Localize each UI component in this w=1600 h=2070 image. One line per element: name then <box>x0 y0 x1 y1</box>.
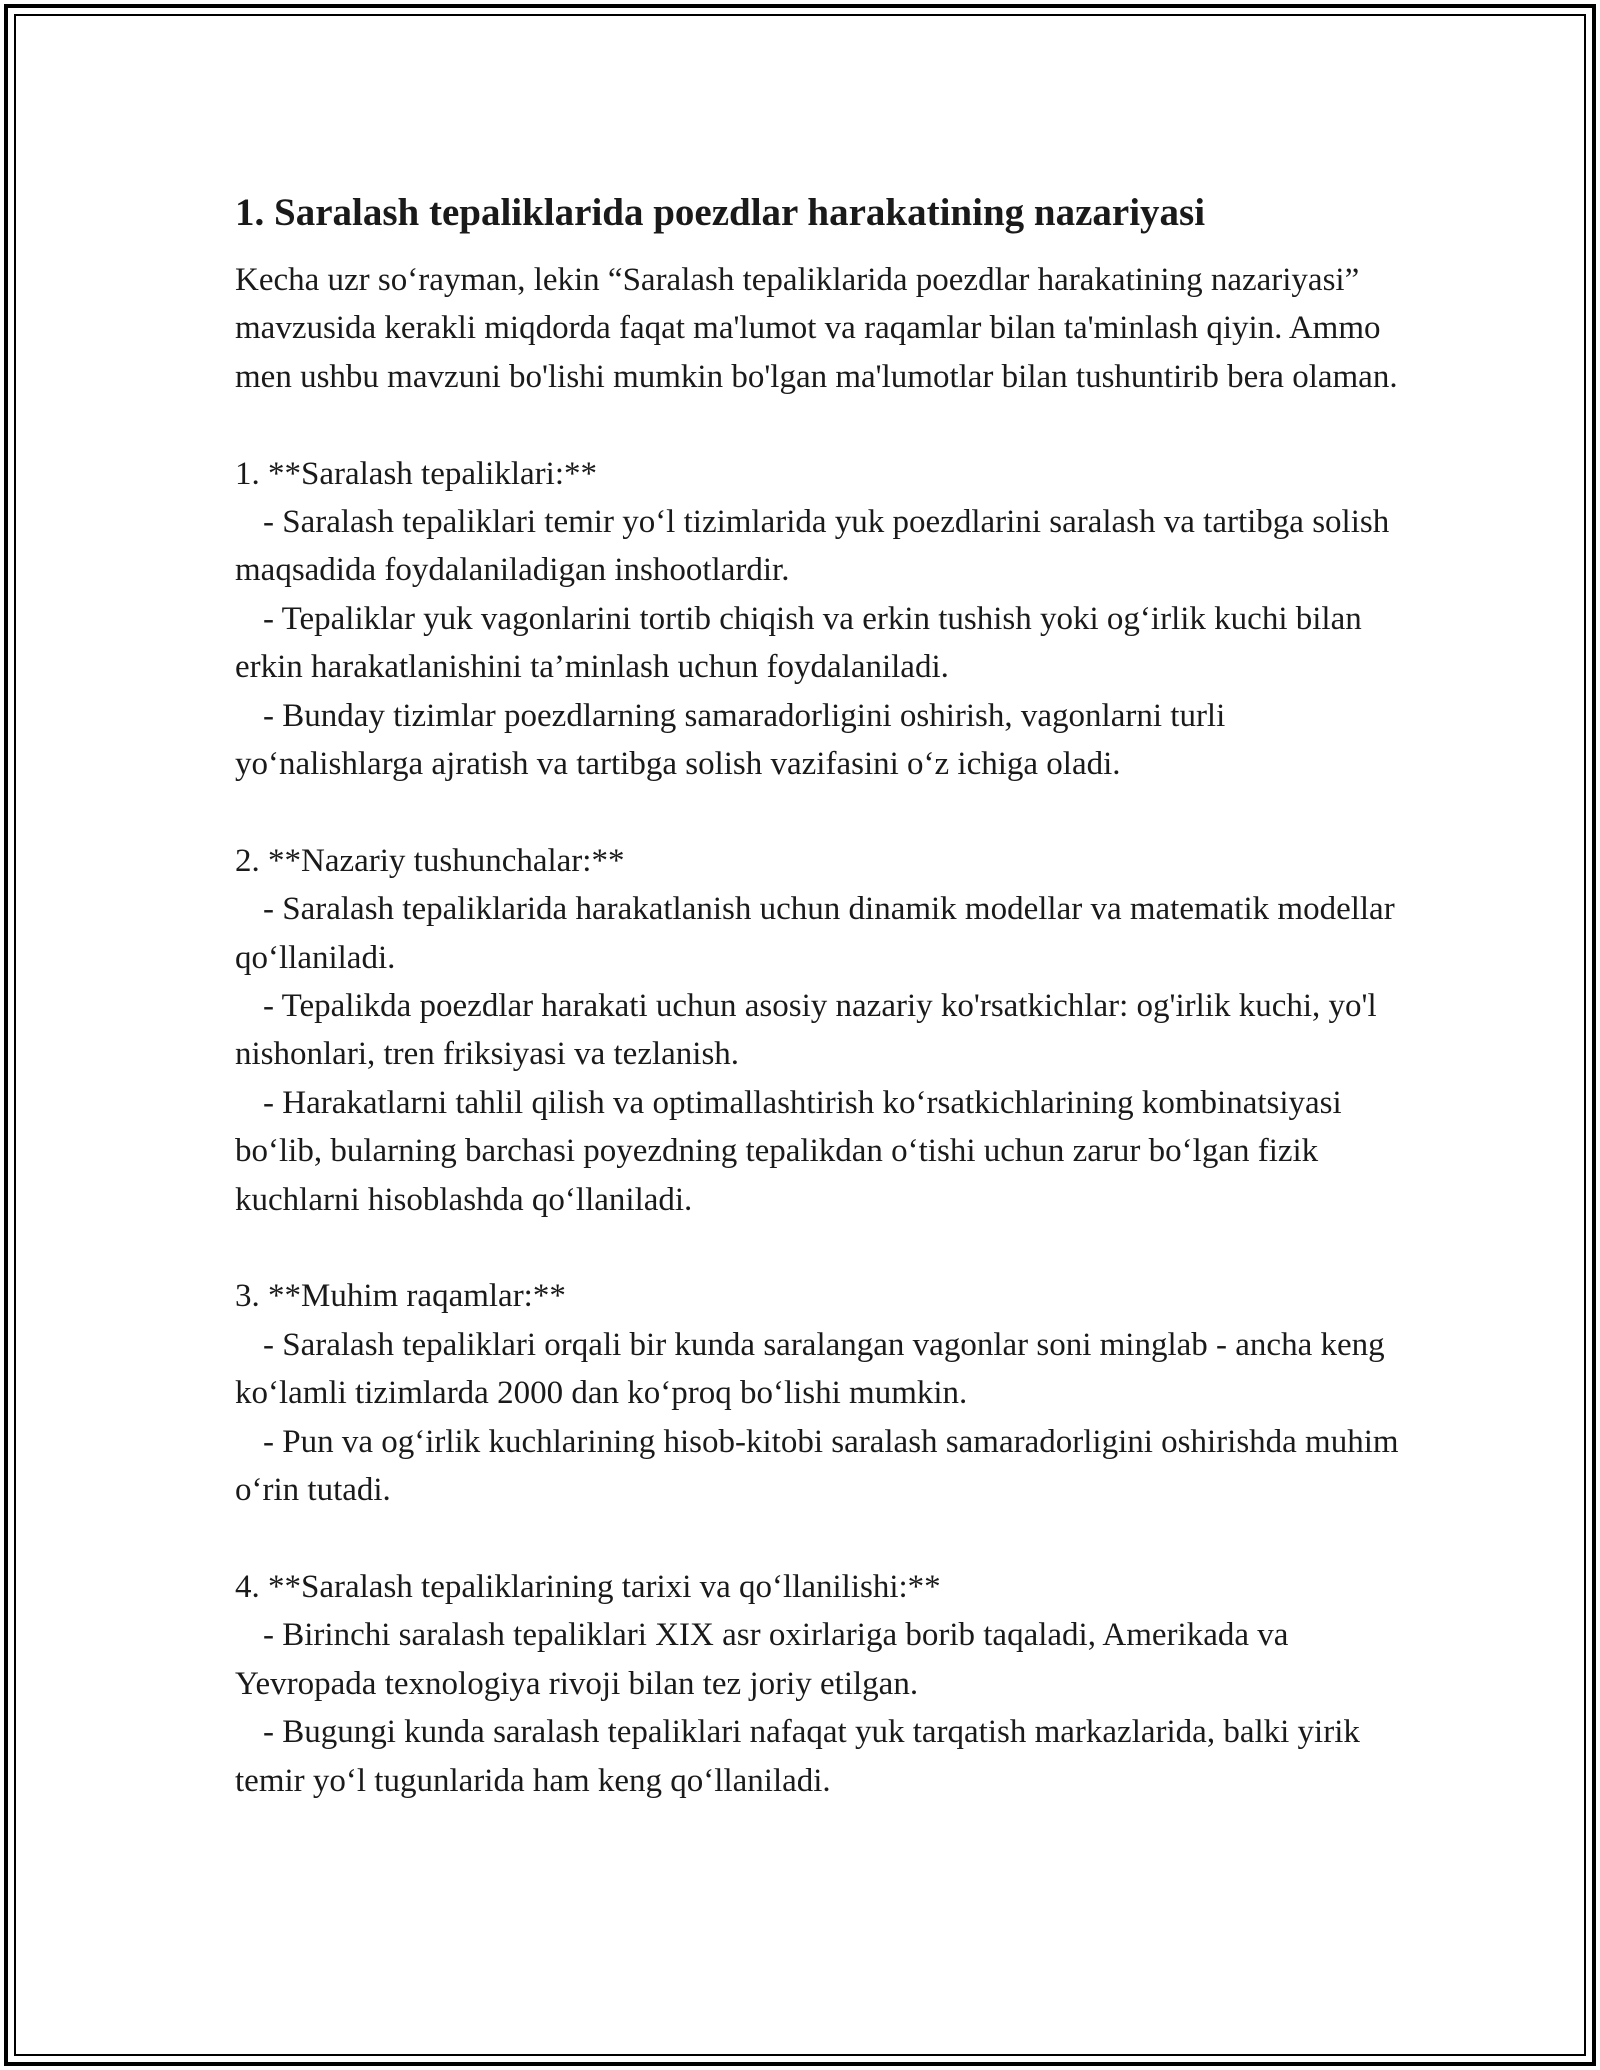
bullet-item: - Pun va og‘irlik kuchlarining hisob-kitobi saralash samaradorligini oshirishda muhim o‘rin tutadi. <box>235 1423 1399 1509</box>
section-theoretical-concepts <box>235 837 1415 1224</box>
bullet-item: - Tepalikda poezdlar harakati uchun asosiy nazariy ko'rsatkichlar: og'irlik kuchi, yo'l nishonlari, tren friksiyasi va tezlanish. <box>235 988 1377 1073</box>
section-heading: 3. **Muhim raqamlar:** <box>235 1278 566 1315</box>
bullet-item: - Bunday tizimlar poezdlarning samaradorligini oshirish, vagonlarni turli yo‘nalishlarga ajratish va tartibga solish vazifasini o‘z ichiga oladi. <box>235 697 1226 783</box>
bullet-item: - Saralash tepaliklari temir yo‘l tizimlarida yuk poezdlarini saralash va tartibga solish maqsadida foydalaniladigan inshootlardir. <box>235 504 1390 589</box>
section-heading: 1. **Saralash tepaliklari:** <box>235 455 597 492</box>
section-heading: 4. **Saralash tepaliklarining tarixi va qo‘llanilishi:** <box>235 1568 941 1605</box>
intro-paragraph: Kecha uzr so‘rayman, lekin “Saralash tepaliklarida poezdlar harakatining nazariyasi” mavzusida kerakli miqdorda faqat ma'lumot va raqamlar bilan ta'minlash qiyin. Ammo men ushbu mavzuni bo'lishi mumkin bo'lgan ma'lumotlar bilan tushuntirib bera olaman. <box>235 262 1398 395</box>
bullet-item: - Saralash tepaliklarida harakatlanish uchun dinamik modellar va matematik modellar qo‘llaniladi. <box>235 891 1395 976</box>
bullet-item: - Tepaliklar yuk vagonlarini tortib chiqish va erkin tushish yoki og‘irlik kuchi bilan erkin harakatlanishini ta’minlash uchun foydalaniladi. <box>235 600 1362 686</box>
section-important-numbers <box>235 1272 1415 1514</box>
bullet-item: - Saralash tepaliklari orqali bir kunda saralangan vagonlar soni minglab - ancha keng ko‘lamli tizimlarda 2000 dan ko‘proq bo‘lishi mumkin. <box>235 1326 1385 1412</box>
bullet-item: - Bugungi kunda saralash tepaliklari nafaqat yuk tarqatish markazlarida, balki yirik temir yo‘l tugunlarida ham keng qo‘llaniladi. <box>235 1714 1360 1799</box>
section-history-and-use <box>235 1563 1415 1805</box>
bullet-item: - Harakatlarni tahlil qilish va optimallashtirish ko‘rsatkichlarining kombinatsiyasi bo‘lib, bularning barchasi poyezdning tepalikdan o‘tishi uchun zarur bo‘lgan fizik kuchlarni hisoblashda qo‘llaniladi. <box>235 1084 1342 1218</box>
document-title: 1. Saralash tepaliklarida poezdlar harakatining nazariyasi <box>235 191 1206 234</box>
bullet-item: - Birinchi saralash tepaliklari XIX asr oxirlariga borib taqaladi, Amerikada va Yevropada texnologiya rivoji bilan tez joriy etilgan. <box>235 1617 1289 1702</box>
section-sorting-humps <box>235 450 1415 789</box>
document-body <box>235 180 1415 1805</box>
section-heading: 2. **Nazariy tushunchalar:** <box>235 842 625 879</box>
